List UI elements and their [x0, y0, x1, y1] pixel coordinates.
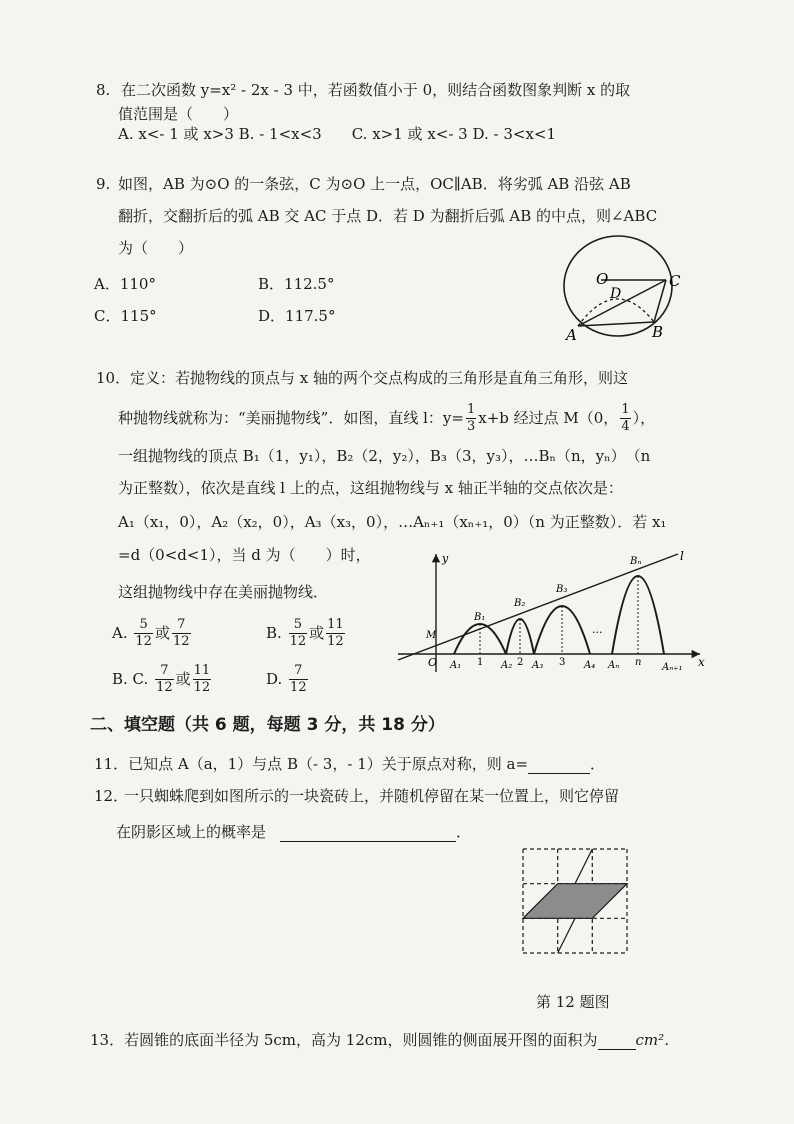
fig9-label-c: C	[669, 272, 681, 290]
q10-line6: =d（0<d<1），当 d 为（ ）时，	[118, 546, 371, 564]
q9-stem-line3: 为（ ）	[118, 239, 194, 257]
q10-line3: 一组抛物线的顶点 B₁（1，y₁），B₂（2，y₂），B₃（3，y₃），…Bₙ（n，yₙ） （n	[118, 447, 651, 465]
q9-option-c: C．115°	[94, 307, 157, 325]
q10-number: 10．	[96, 369, 131, 387]
q10-line2-part3: ），	[632, 409, 656, 427]
q10-option-a-frac2: $\frac{7}{12}$	[172, 616, 190, 649]
q11	[94, 754, 605, 774]
q10-option-c-or: 或	[175, 670, 191, 688]
shaded-region	[523, 849, 627, 953]
graph-label-a3: A₃	[532, 660, 544, 671]
fig9-label-d: D	[610, 286, 622, 302]
q13-answer-blank[interactable]	[598, 1033, 636, 1050]
graph-label-origin: O	[428, 656, 438, 669]
q10-option-c	[112, 658, 213, 700]
q9-option-d: D．117.5°	[258, 307, 336, 325]
q9-circle-figure	[556, 234, 696, 344]
graph-label-m: M	[426, 630, 437, 641]
fig9-label-o: O	[596, 270, 609, 288]
graph-tick-n: n	[635, 657, 642, 668]
graph-label-a2: A₂	[501, 660, 513, 671]
graph-label-x: x	[698, 655, 705, 669]
q9-option-b: B．112.5°	[258, 275, 335, 293]
q11-answer-blank[interactable]	[528, 757, 590, 774]
graph-label-b2: B₂	[514, 598, 526, 609]
q9-stem-line2: 翻折，交翻折后的弧 AB 交 AC 于点 D．若 D 为翻折后弧 AB 的中点，则∠ABC	[118, 207, 658, 225]
q10-line2	[118, 398, 655, 438]
q13-text: 若圆锥的底面半径为 5cm，高为 12cm，则圆锥的侧面展开图的面积为	[124, 1031, 598, 1049]
q13-number: 13．	[90, 1031, 125, 1049]
q10-line4: 为正整数），依次是直线 l 上的点，这组抛物线与 x 轴正半轴的交点依次是：	[118, 479, 623, 497]
q10-option-a-or: 或	[154, 624, 170, 642]
graph-label-a1: A₁	[450, 660, 462, 671]
q11-number: 11．	[94, 755, 129, 773]
q12-end: ．	[456, 823, 472, 841]
q10-option-c-frac1: $\frac{7}{12}$	[156, 662, 173, 695]
graph-label-a4: A₄	[584, 660, 596, 671]
q12-tile-figure	[520, 846, 630, 956]
q12-figure-caption: 第 12 题图	[536, 993, 610, 1011]
graph-label-bn: Bₙ	[630, 556, 642, 567]
q10-line2-part1: 种抛物线就称为：“美丽抛物线”．如图，直线 l：y=	[118, 409, 464, 427]
fig9-label-a: A	[566, 326, 577, 344]
q8-options: A. x<- 1 或 x>3 B. - 1<x<3 C. x>1 或 x<- 3 D. - 3<x<1	[118, 125, 557, 143]
q12-number: 12．	[94, 787, 129, 805]
q13-unit: cm²．	[635, 1031, 680, 1049]
q10-parabola-graph	[394, 548, 710, 676]
q10-option-a-frac1: $\frac{5}{12}$	[135, 616, 152, 649]
q9-number: 9.	[96, 175, 111, 193]
q8-stem-line1: 在二次函数 y=x² - 2x - 3 中，若函数值小于 0，则结合函数图象判断 x 的取	[121, 81, 631, 99]
q10-option-d-label: D.	[266, 670, 283, 688]
graph-label-b1: B₁	[474, 612, 486, 623]
q10-line7: 这组抛物线中存在美丽抛物线．	[118, 583, 329, 601]
q10-option-b-or: 或	[309, 624, 325, 642]
q10-option-a-label: A.	[112, 624, 128, 642]
graph-tick-1: 1	[477, 657, 484, 668]
q10-line1: 定义：若抛物线的顶点与 x 轴的两个交点构成的三角形是直角三角形，则这	[130, 369, 628, 387]
q10-option-b-label: B.	[266, 624, 282, 642]
graph-label-an1: Aₙ₊₁	[662, 662, 683, 673]
section-2-heading: 二、填空题（共 6 题，每题 3 分，共 18 分）	[90, 715, 445, 735]
q9-stem-line1: 如图，AB 为⊙O 的一条弦，C 为⊙O 上一点，OC∥AB．将劣弧 AB 沿弦 AB	[118, 175, 631, 193]
fraction-one-quarter: $\frac{1}{4}$	[621, 401, 630, 434]
q10-option-a	[112, 612, 193, 654]
q10-option-c-frac2: $\frac{11}{12}$	[193, 662, 211, 695]
q10-line5: A₁（x₁，0），A₂（x₂，0），A₃（x₃，0），…Aₙ₊₁（xₙ₊₁，0）（n 为正整数）．若 x₁	[118, 513, 667, 531]
q11-text: 已知点 A（a，1）与点 B（- 3，- 1）关于原点对称，则 a=	[128, 755, 529, 773]
q10-option-b	[266, 612, 347, 654]
q12-answer-blank[interactable]	[280, 825, 456, 842]
q10-option-d	[266, 658, 310, 700]
q10-option-c-label: B. C.	[112, 670, 149, 688]
q10-line2-part2: x+b 经过点 M（0，	[478, 409, 619, 427]
q12-line2: 在阴影区域上的概率是	[116, 823, 267, 841]
fig9-label-b: B	[652, 323, 664, 341]
q13	[90, 1030, 679, 1050]
graph-label-an: Aₙ	[608, 660, 620, 671]
parabola-n	[612, 576, 664, 654]
q10-option-b-frac1: $\frac{5}{12}$	[289, 616, 307, 649]
graph-tick-3: 3	[559, 657, 566, 668]
q9-option-a: A．110°	[94, 275, 156, 293]
q10-option-b-frac2: $\frac{11}{12}$	[327, 616, 344, 649]
graph-label-y: y	[442, 552, 449, 565]
q12-line1: 一只蜘蛛爬到如图所示的一块瓷砖上，并随机停留在某一位置上，则它停留	[124, 787, 620, 805]
q8-number: 8.	[96, 81, 111, 99]
fraction-one-third: $\frac{1}{3}$	[466, 401, 476, 434]
graph-label-l: l	[680, 549, 684, 563]
graph-label-b3: B₃	[556, 584, 568, 595]
q8-stem-line2: 值范围是（ ）	[118, 105, 239, 123]
q10-option-d-frac1: $\frac{7}{12}$	[290, 662, 307, 695]
q12-line2-wrap	[116, 822, 471, 842]
q11-end: ．	[590, 755, 606, 773]
graph-ellipsis: ···	[592, 626, 603, 639]
graph-tick-2: 2	[517, 657, 524, 668]
